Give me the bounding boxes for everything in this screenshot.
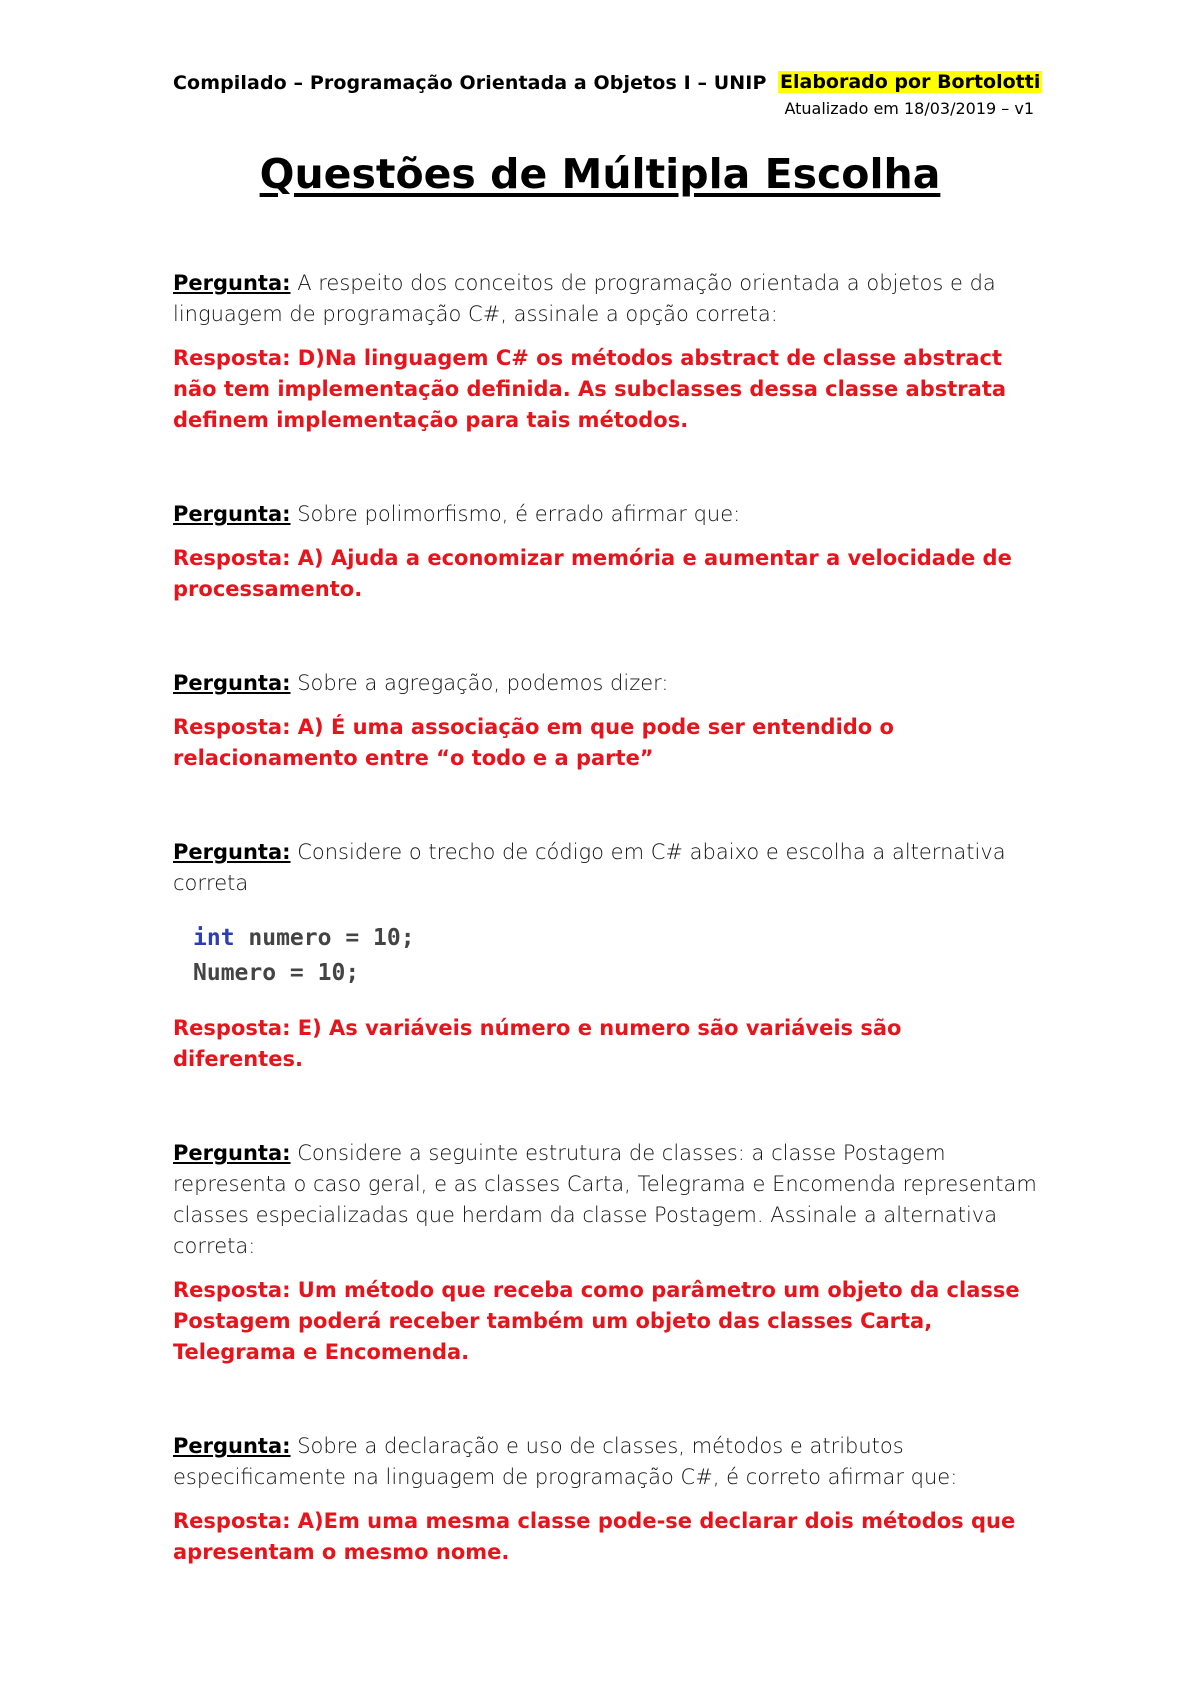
question-label: Pergunta:	[173, 271, 291, 295]
qa-item	[173, 268, 1038, 436]
qa-item	[173, 837, 1038, 1075]
code-line: Numero = 10;	[193, 960, 360, 986]
answer: Resposta: D)Na linguagem C# os métodos abstract de classe abstract não tem implementação definida. As subclasses dessa classe abstrata definem implementação para tais métodos.	[173, 346, 1007, 432]
header-date: Atualizado em 18/03/2019 – v1	[784, 99, 1034, 118]
question-text: Sobre a declaração e uso de classes, métodos e atributos especificamente na linguagem de programação C#, é correto afirmar que:	[173, 1434, 958, 1489]
page-title: Questões de Múltipla Escolha	[259, 150, 941, 198]
question	[173, 668, 1038, 699]
code-line	[193, 921, 1038, 956]
question-text: Considere o trecho de código em C# abaixo e escolha a alternativa correta	[173, 840, 1006, 895]
answer: Resposta: A) É uma associação em que pode ser entendido o relacionamento entre “o todo e a parte”	[173, 715, 894, 770]
question	[173, 837, 1038, 899]
qa-item	[173, 1431, 1038, 1568]
question-text: A respeito dos conceitos de programação orientada a objetos e da linguagem de programação C#, assinale a opção correta:	[173, 271, 996, 326]
header-author: Elaborado por Bortolotti	[780, 71, 1041, 93]
question-text: Sobre a agregação, podemos dizer:	[297, 671, 669, 695]
question-text: Considere a seguinte estrutura de classes: a classe Postagem representa o caso geral, e as classes Carta, Telegrama e Encomenda representam classes especializadas que herdam da classe Postagem. Assinale a alternativa correta:	[173, 1141, 1037, 1258]
qa-list	[173, 268, 1038, 1568]
qa-item	[173, 668, 1038, 774]
answer: Resposta: E) As variáveis número e numero são variáveis são diferentes.	[173, 1016, 902, 1071]
code-text: numero = 10;	[234, 925, 415, 951]
answer: Resposta: A) Ajuda a economizar memória e aumentar a velocidade de processamento.	[173, 546, 1012, 601]
question-label: Pergunta:	[173, 1141, 291, 1165]
question-label: Pergunta:	[173, 840, 291, 864]
answer: Resposta: Um método que receba como parâmetro um objeto da classe Postagem poderá receber também um objeto das classes Carta, Telegrama e Encomenda.	[173, 1278, 1020, 1364]
question-label: Pergunta:	[173, 502, 291, 526]
qa-item	[173, 1138, 1038, 1368]
code-keyword: int	[193, 925, 235, 951]
code-snippet	[193, 921, 1038, 991]
question-text: Sobre polimorfismo, é errado afirmar que:	[297, 502, 741, 526]
qa-item	[173, 499, 1038, 605]
question	[173, 1138, 1038, 1262]
question	[173, 499, 1038, 530]
question-label: Pergunta:	[173, 1434, 291, 1458]
question	[173, 268, 1038, 330]
question-label: Pergunta:	[173, 671, 291, 695]
question	[173, 1431, 1038, 1493]
answer: Resposta: A)Em uma mesma classe pode-se declarar dois métodos que apresentam o mesmo nome.	[173, 1509, 1016, 1564]
header-course: Compilado – Programação Orientada a Objetos I – UNIP	[173, 72, 767, 94]
